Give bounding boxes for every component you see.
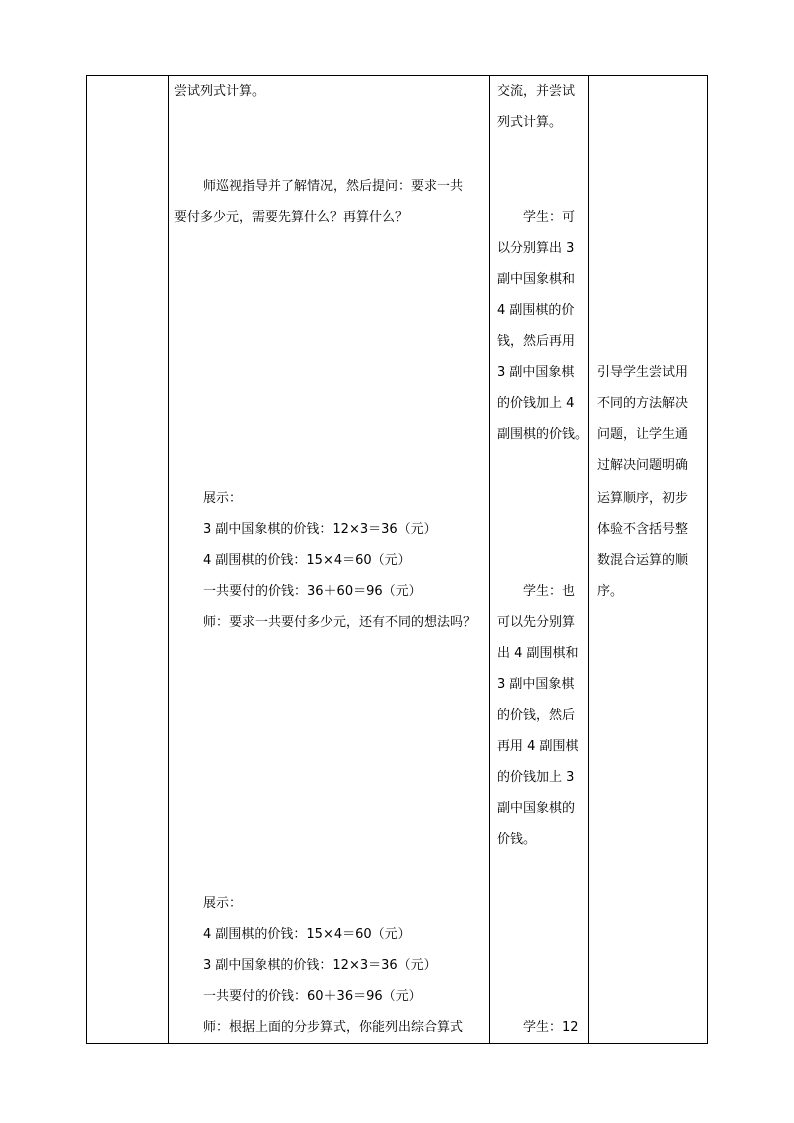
intent-text-2: 不同的方法解决 bbox=[597, 396, 689, 411]
student-text-b3: 副中国象棋和 bbox=[497, 272, 576, 287]
column-divider-1 bbox=[168, 75, 169, 1044]
student-text-c8: 副中国象棋的 bbox=[497, 801, 576, 816]
intent-text-4: 过解决问题明确 bbox=[597, 458, 689, 473]
intent-text-1: 引导学生尝试用 bbox=[597, 365, 689, 380]
student-text-a2: 列式计算。 bbox=[497, 115, 563, 130]
student-text-c7: 的价钱加上 3 bbox=[497, 770, 575, 785]
column-divider-2 bbox=[489, 75, 490, 1044]
student-text-a1: 交流，并尝试 bbox=[497, 84, 576, 99]
table-left-border bbox=[86, 75, 87, 1044]
student-text-c3: 出 4 副围棋和 bbox=[497, 646, 579, 661]
show-label-1: 展示： bbox=[203, 491, 243, 506]
intent-text-8: 序。 bbox=[597, 584, 624, 599]
student-text-b6: 3 副中国象棋 bbox=[497, 365, 575, 380]
student-text-c4: 3 副中国象棋 bbox=[497, 677, 575, 692]
show1-line-2: 4 副围棋的价钱：15×4＝60（元） bbox=[203, 553, 411, 568]
show1-line-1: 3 副中国象棋的价钱：12×3＝36（元） bbox=[203, 522, 437, 537]
student-text-c6: 再用 4 副围棋 bbox=[497, 739, 579, 754]
show2-line-3: 一共要付的价钱：60＋36＝96（元） bbox=[203, 989, 422, 1004]
teacher-final-line: 师：根据上面的分步算式，你能列出综合算式 bbox=[203, 1020, 464, 1035]
teacher-ask-line: 师：要求一共要付多少元，还有不同的想法吗？ bbox=[203, 615, 477, 630]
student-text-c9: 价钱。 bbox=[497, 832, 537, 847]
table-bottom-border bbox=[86, 1043, 708, 1044]
student-text-b1: 学生：可 bbox=[523, 210, 576, 225]
student-text-b4: 4 副围棋的价 bbox=[497, 303, 575, 318]
show2-line-2: 3 副中国象棋的价钱：12×3＝36（元） bbox=[203, 958, 437, 973]
teacher-guide-line-2: 要付多少元，需要先算什么？再算什么？ bbox=[174, 210, 409, 225]
student-text-c1: 学生：也 bbox=[523, 584, 576, 599]
student-text-b5: 钱，然后再用 bbox=[497, 334, 576, 349]
show2-line-1: 4 副围棋的价钱：15×4＝60（元） bbox=[203, 927, 411, 942]
intent-text-5: 运算顺序，初步 bbox=[597, 491, 689, 506]
intent-text-6: 体验不含括号整 bbox=[597, 522, 689, 537]
try-formula-text: 尝试列式计算。 bbox=[174, 84, 266, 99]
intent-text-3: 问题，让学生通 bbox=[597, 427, 689, 442]
student-text-b8: 副围棋的价钱。 bbox=[497, 427, 589, 442]
student-text-b2: 以分别算出 3 bbox=[497, 241, 575, 256]
student-text-c2: 可以先分别算 bbox=[497, 615, 576, 630]
column-divider-3 bbox=[588, 75, 589, 1044]
intent-text-7: 数混合运算的顺 bbox=[597, 553, 689, 568]
table-right-border bbox=[707, 75, 708, 1044]
student-text-c5: 的价钱，然后 bbox=[497, 708, 576, 723]
show-label-2: 展示： bbox=[203, 896, 243, 911]
student-text-b7: 的价钱加上 4 bbox=[497, 396, 575, 411]
show1-line-3: 一共要付的价钱：36＋60＝96（元） bbox=[203, 584, 422, 599]
student-text-d1: 学生：12 bbox=[523, 1020, 579, 1035]
teacher-guide-line-1: 师巡视指导并了解情况，然后提问：要求一共 bbox=[203, 179, 464, 194]
